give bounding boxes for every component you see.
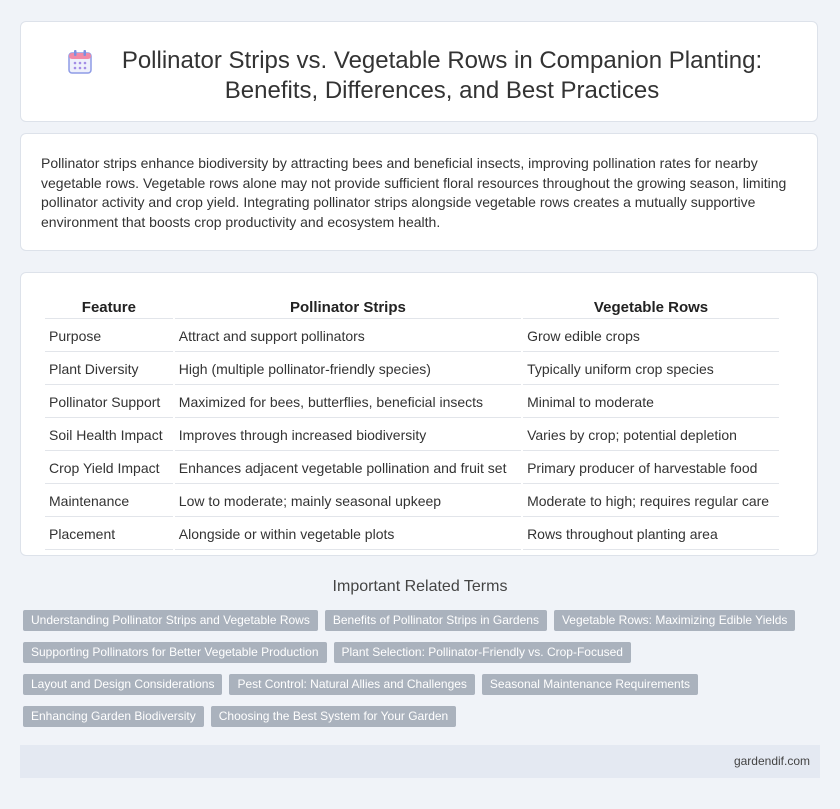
table-cell: Rows throughout planting area	[523, 519, 779, 550]
table-cell: Primary producer of harvestable food	[523, 453, 779, 484]
table-cell: Typically uniform crop species	[523, 354, 779, 385]
tag-row	[23, 610, 803, 631]
related-terms-heading: Important Related Terms	[332, 578, 508, 595]
table-row	[45, 519, 779, 550]
table-row	[45, 354, 779, 385]
footer	[20, 745, 820, 778]
related-term-tag[interactable]: Enhancing Garden Biodiversity	[23, 706, 204, 727]
table-row	[45, 321, 779, 352]
table-cell: Improves through increased biodiversity	[175, 420, 521, 451]
tag-row	[23, 642, 803, 663]
column-header-pollinator-strips: Pollinator Strips	[175, 295, 521, 319]
table-cell: Attract and support pollinators	[175, 321, 521, 352]
related-term-tag[interactable]: Vegetable Rows: Maximizing Edible Yields	[554, 610, 795, 631]
intro-card	[20, 133, 818, 251]
calendar-icon	[66, 48, 94, 76]
column-header-vegetable-rows: Vegetable Rows	[523, 295, 779, 319]
related-term-tag[interactable]: Layout and Design Considerations	[23, 674, 222, 695]
related-term-tag[interactable]: Choosing the Best System for Your Garden	[211, 706, 456, 727]
comparison-table	[43, 293, 781, 552]
related-terms-tags	[23, 610, 803, 738]
table-cell: Enhances adjacent vegetable pollination and fruit set	[175, 453, 521, 484]
tag-row	[23, 674, 803, 695]
table-cell: Purpose	[45, 321, 173, 352]
related-term-tag[interactable]: Understanding Pollinator Strips and Vegetable Rows	[23, 610, 318, 631]
table-cell: Soil Health Impact	[45, 420, 173, 451]
footer-site-link[interactable]: gardendif.com	[733, 754, 810, 768]
table-row	[45, 486, 779, 517]
table-cell: Moderate to high; requires regular care	[523, 486, 779, 517]
table-row	[45, 420, 779, 451]
table-cell: Crop Yield Impact	[45, 453, 173, 484]
comparison-table-card	[20, 272, 818, 556]
column-header-feature: Feature	[45, 295, 173, 319]
table-row	[45, 387, 779, 418]
table-cell: Minimal to moderate	[523, 387, 779, 418]
related-term-tag[interactable]: Pest Control: Natural Allies and Challenges	[229, 674, 474, 695]
table-row	[45, 453, 779, 484]
table-cell: Alongside or within vegetable plots	[175, 519, 521, 550]
table-cell: Maximized for bees, butterflies, beneficial insects	[175, 387, 521, 418]
related-term-tag[interactable]: Benefits of Pollinator Strips in Gardens	[325, 610, 547, 631]
table-cell: Placement	[45, 519, 173, 550]
related-term-tag[interactable]: Seasonal Maintenance Requirements	[482, 674, 698, 695]
table-cell: Maintenance	[45, 486, 173, 517]
table-cell: Low to moderate; mainly seasonal upkeep	[175, 486, 521, 517]
tag-row	[23, 706, 803, 727]
related-term-tag[interactable]: Plant Selection: Pollinator-Friendly vs. Crop-Focused	[334, 642, 631, 663]
intro-text: Pollinator strips enhance biodiversity by attracting bees and beneficial insects, improving pollination rates for nearby vegetable rows. Vegetable rows alone may not provide sufficient floral resources throughout the growing season, limiting pollinator activity and crop yield. Integrating pollinator strips alongside vegetable rows creates a mutually supportive environment that boosts crop productivity and ecosystem health.	[41, 155, 787, 230]
table-cell: Grow edible crops	[523, 321, 779, 352]
header-card	[20, 21, 818, 122]
table-cell: Varies by crop; potential depletion	[523, 420, 779, 451]
related-term-tag[interactable]: Supporting Pollinators for Better Vegetable Production	[23, 642, 327, 663]
page-title: Pollinator Strips vs. Vegetable Rows in Companion Planting: Benefits, Differences, and Best Practices	[121, 47, 763, 104]
table-cell: Pollinator Support	[45, 387, 173, 418]
table-cell: Plant Diversity	[45, 354, 173, 385]
table-cell: High (multiple pollinator-friendly species)	[175, 354, 521, 385]
table-header-row	[45, 295, 779, 319]
